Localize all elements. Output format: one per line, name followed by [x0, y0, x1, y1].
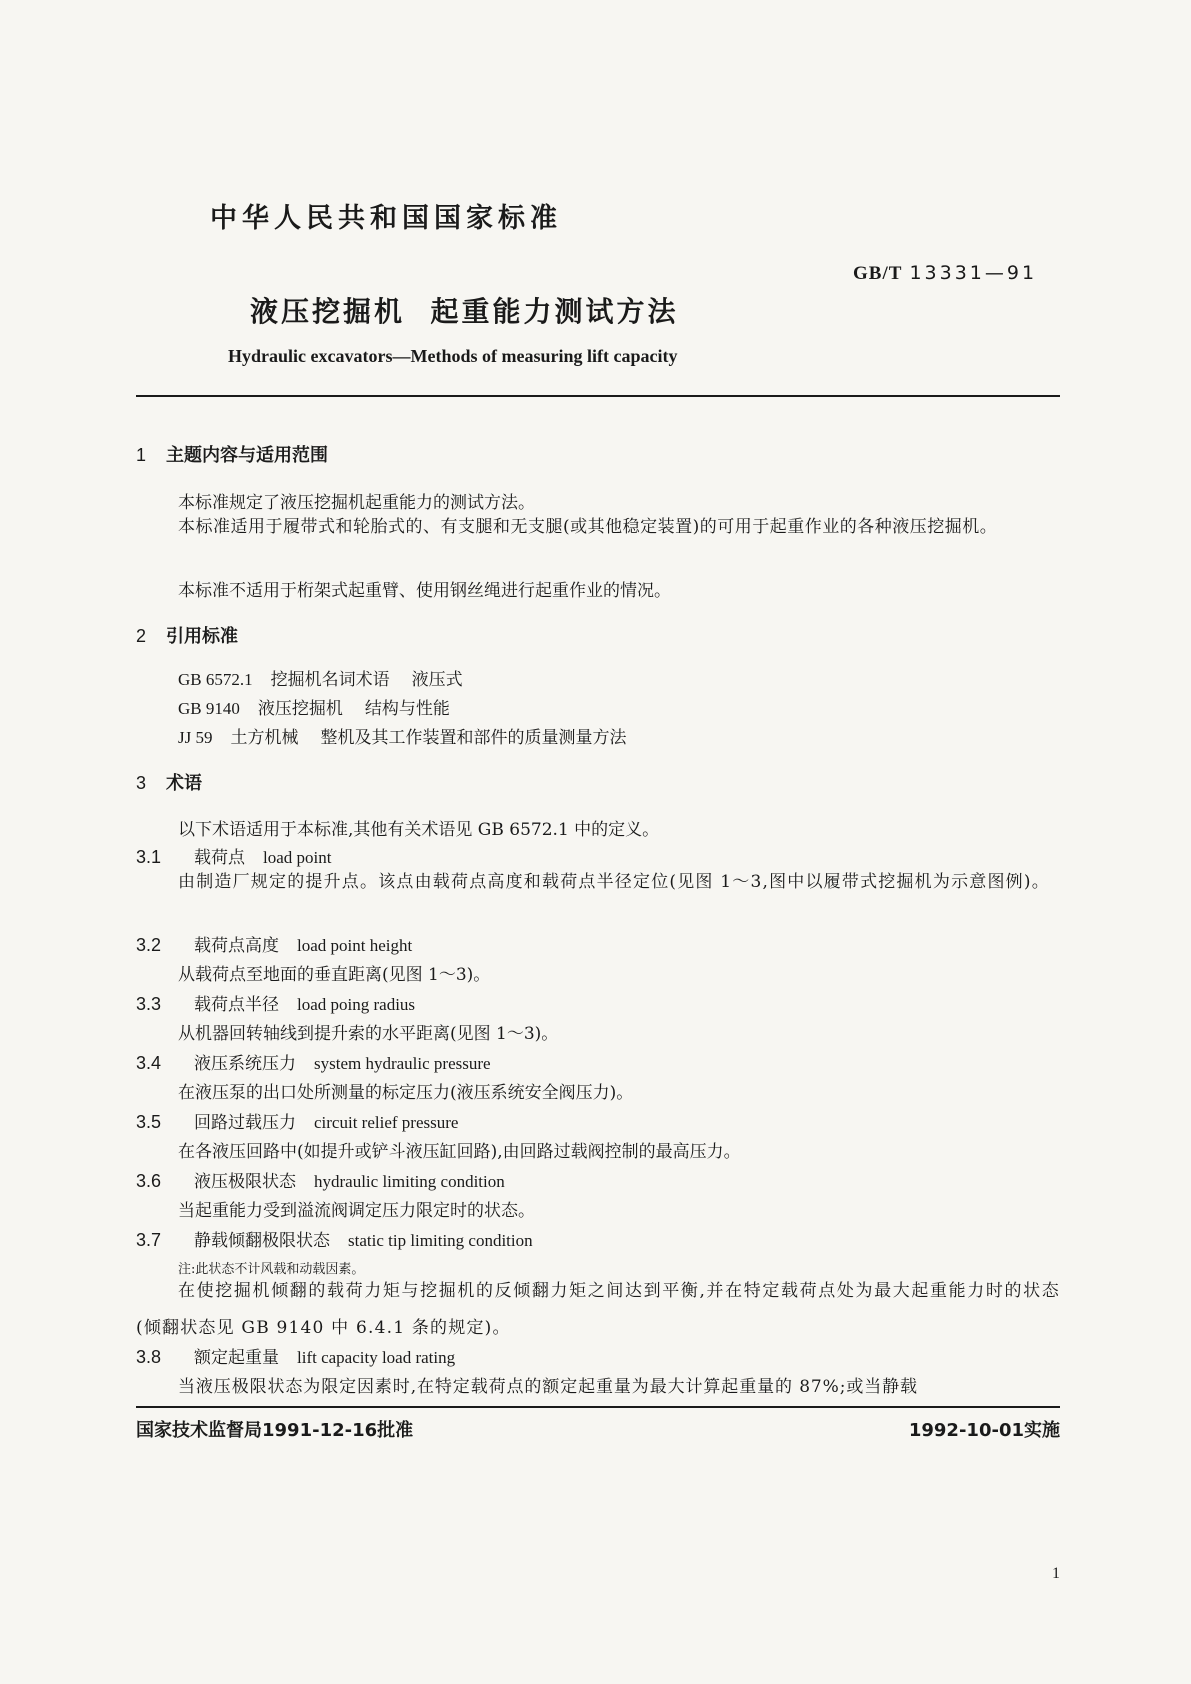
- term-name-zh: 载荷点: [194, 848, 245, 868]
- term-number: 3.5: [136, 1112, 162, 1132]
- reference-code: GB 9140: [178, 699, 240, 718]
- term-number: 3.1: [136, 847, 162, 867]
- section-1-heading: [136, 441, 328, 467]
- term-definition: 当液压极限状态为限定因素时,在特定载荷点的额定起重量为最大计算起重量的 87%;或当静载: [178, 1377, 918, 1397]
- term-name-zh: 静载倾翻极限状态: [194, 1231, 330, 1251]
- reference-name: 液压挖掘机: [257, 699, 343, 719]
- term-number: 3.4: [136, 1053, 162, 1073]
- term-heading: [136, 1226, 533, 1251]
- approval-info: 国家技术监督局1991-12-16批准: [136, 1420, 414, 1441]
- term-definition: 在液压泵的出口处所测量的标定压力(液压系统安全阀压力)。: [178, 1083, 634, 1103]
- reference-code: GB 6572.1: [178, 670, 253, 689]
- term-name-zh: 液压极限状态: [194, 1172, 296, 1192]
- term-name-en: load point: [263, 848, 332, 867]
- term-heading: [136, 990, 415, 1015]
- document-title-en: Hydraulic excavators—Methods of measuring lift capacity: [228, 346, 678, 366]
- term-note: 注:此状态不计风载和动载因素。: [178, 1262, 365, 1277]
- section-3-number: 3: [136, 773, 147, 793]
- term-definition: 当起重能力受到溢流阀调定压力限定时的状态。: [178, 1201, 535, 1221]
- term-number: 3.8: [136, 1347, 162, 1367]
- section-2-number: 2: [136, 626, 147, 646]
- national-standard-heading: 中华人民共和国国家标准: [210, 203, 562, 234]
- reference-code: JJ 59: [178, 728, 213, 747]
- term-heading: [136, 1108, 458, 1133]
- term-definition: 在使挖掘机倾翻的载荷力矩与挖掘机的反倾翻力矩之间达到平衡,并在特定载荷点处为最大起重能力时的状态(倾翻状态见 GB 9140 中 6.4.1 条的规定)。: [136, 1281, 1060, 1338]
- term-definition: 在各液压回路中(如提升或铲斗液压缸回路),由回路过载阀控制的最高压力。: [178, 1142, 741, 1162]
- section-1-title: 主题内容与适用范围: [166, 445, 328, 466]
- reference-subtitle: 结构与性能: [364, 699, 450, 719]
- reference-item: [178, 723, 626, 748]
- standard-code-number: 13331—91: [909, 262, 1038, 284]
- header-divider: [136, 395, 1060, 397]
- section-2-heading: [136, 622, 238, 648]
- reference-item: [178, 665, 463, 690]
- section-1-paragraph-1: 本标准规定了液压挖掘机起重能力的测试方法。: [178, 493, 535, 513]
- section-1-number: 1: [136, 445, 147, 465]
- reference-name: 挖掘机名词术语: [270, 670, 390, 690]
- term-definition: 从机器回转轴线到提升索的水平距离(见图 1～3)。: [178, 1024, 559, 1044]
- reference-subtitle: 整机及其工作装置和部件的质量测量方法: [320, 728, 627, 748]
- term-name-en: static tip limiting condition: [348, 1231, 533, 1250]
- term-number: 3.3: [136, 994, 162, 1014]
- standard-code: [853, 262, 1037, 285]
- standard-code-prefix: GB/T: [853, 263, 903, 284]
- term-heading: [136, 1343, 455, 1368]
- term-number: 3.2: [136, 935, 162, 955]
- document-title-zh: 液压挖掘机 起重能力测试方法: [250, 295, 679, 328]
- section-3-intro: 以下术语适用于本标准,其他有关术语见 GB 6572.1 中的定义。: [178, 820, 660, 840]
- term-definition: 由制造厂规定的提升点。该点由载荷点高度和载荷点半径定位(见图 1～3,图中以履带式挖掘机为示意图例)。: [178, 872, 1050, 892]
- term-name-en: circuit relief pressure: [314, 1113, 459, 1132]
- term-name-zh: 载荷点半径: [194, 995, 279, 1015]
- term-name-zh: 回路过载压力: [194, 1113, 296, 1133]
- term-heading: [136, 931, 412, 956]
- term-name-zh: 额定起重量: [194, 1348, 279, 1368]
- term-name-en: hydraulic limiting condition: [314, 1172, 505, 1191]
- term-name-zh: 载荷点高度: [194, 936, 279, 956]
- term-name-en: load poing radius: [297, 995, 416, 1014]
- section-3-heading: [136, 769, 202, 795]
- footer-divider: [136, 1406, 1060, 1408]
- term-heading: [136, 1167, 505, 1192]
- section-1-paragraph-2: 本标准适用于履带式和轮胎式的、有支腿和无支腿(或其他稳定装置)的可用于起重作业的各种液压挖掘机。: [178, 517, 998, 537]
- reference-item: [178, 694, 450, 719]
- section-3-title: 术语: [166, 773, 202, 794]
- term-name-en: system hydraulic pressure: [314, 1054, 491, 1073]
- section-1-paragraph-3: 本标准不适用于桁架式起重臂、使用钢丝绳进行起重作业的情况。: [178, 581, 671, 601]
- term-number: 3.7: [136, 1230, 162, 1250]
- reference-name: 土方机械: [230, 728, 299, 748]
- effective-date: 1992-10-01实施: [908, 1420, 1060, 1441]
- section-2-title: 引用标准: [166, 626, 238, 647]
- term-name-zh: 液压系统压力: [194, 1054, 296, 1074]
- page-number: 1: [1052, 1565, 1060, 1582]
- term-name-en: lift capacity load rating: [297, 1348, 456, 1367]
- term-number: 3.6: [136, 1171, 162, 1191]
- term-name-en: load point height: [297, 936, 413, 955]
- term-heading: [136, 1049, 491, 1074]
- term-definition: 从载荷点至地面的垂直距离(见图 1～3)。: [178, 965, 491, 985]
- reference-subtitle: 液压式: [411, 670, 463, 690]
